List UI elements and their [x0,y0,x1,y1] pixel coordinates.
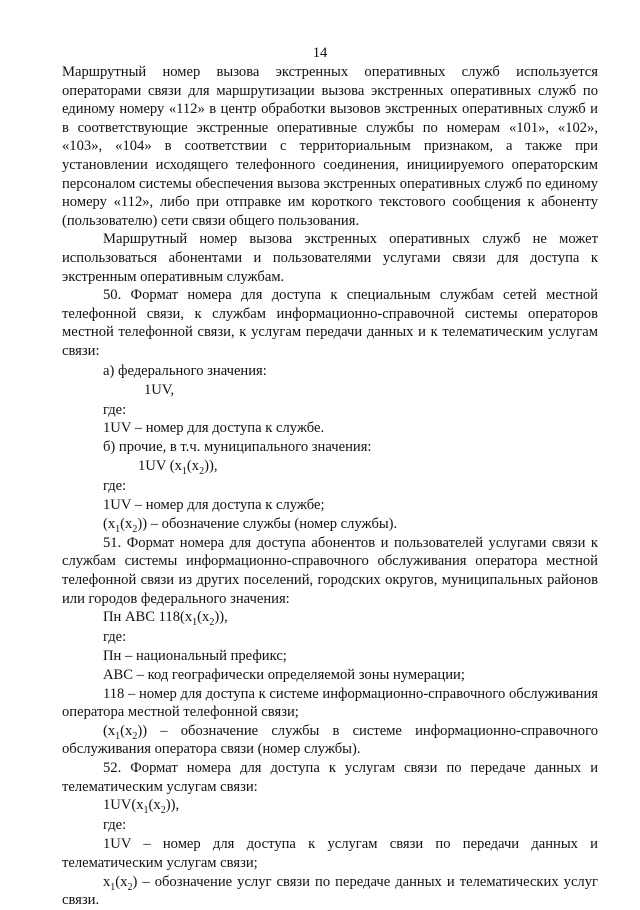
paragraph-emergency-routing: Маршрутный номер вызова экстренных оперативных служб используется операторами связи для маршрутизации вызова экстренных оперативных служб по единому номеру «112» в центр обработки вызовов экстренных оперативных служб и в соответствующие экстренные оперативные службы по номерам «101», «102», «103», «104» в соответствии с территориальным признаком, а также при установлении исходящего телефонного соединения, инициируемого операторским персоналом системы обеспечения вызова экстренных оперативных служб по единому номеру «112», либо при отправке им короткого текстового сообщения к абоненту (пользователю) сети связи общего пользования. [62,64,598,229]
item-51-definition-4: $(x_1(x_2))$ – обозначение службы в системе информационно-справочного обслуживания оператора связи (номер службы). [62,722,598,758]
item-a-label: а) федерального значения: [103,362,267,379]
paragraph-50: 50. Формат номера для доступа к специальным службам сетей местной телефонной связи, к службам информационно-справочной системы операторов местной телефонной связи, к услугам передачи данных и к телематическим услугам связи: [62,287,598,359]
item-52-format: $1UV(x_1(x_2))$, [103,797,180,817]
item-b-format: 1UV $(x_1(x_2))$, [138,458,218,478]
item-52-definition-2: $x_1(x_2)$ – обозначение услуг связи по передаче данных и телематических услуг связи. [62,873,598,909]
document-body [62,63,598,910]
paragraph-routing-restriction: Маршрутный номер вызова экстренных оперативных служб не может использоваться абонентами и пользователями услугами связи для доступа к экстренным оперативным службам. [62,231,598,285]
item-51-definition-3: 118 – номер для доступа к системе информационно-справочного обслуживания оператора местной телефонной связи; [62,685,598,721]
item-b-where: где: [103,478,127,495]
item-a-definition: 1UV – номер для доступа к службе. [103,420,325,437]
item-a-where: где: [103,401,127,418]
item-a-format: 1UV, [144,382,175,399]
item-51-where: где: [103,628,127,645]
paragraph-52: 52. Формат номера для доступа к услугам связи по передаче данных и телематическим услугам связи: [62,759,598,795]
item-52-where: где: [103,816,127,833]
item-51-definition-1: Пн – национальный префикс; [103,648,287,665]
item-52-definition-1: 1UV – номер для доступа к услугам связи по передачи данных и телематическим услугам связи; [62,836,598,871]
item-b-definition-2: $(x_1(x_2))$ – обозначение службы (номер службы). [103,516,398,536]
item-b-label: б) прочие, в т.ч. муниципального значения: [103,438,372,455]
page-number: 14 [312,45,328,61]
paragraph-51: 51. Формат номера для доступа абонентов и пользователей услугами связи к службам системы информационно-справочного обслуживания оператора местной телефонной связи из других поселений, городских округов, муниципальных районов или городов федерального значения: [62,534,598,607]
item-b-definition-1: 1UV – номер для доступа к службе; [103,496,325,513]
item-51-format: Пн ABC $118(x_1(x_2))$, [103,609,228,629]
item-51-definition-2: ABC – код географически определяемой зоны нумерации; [103,667,465,683]
